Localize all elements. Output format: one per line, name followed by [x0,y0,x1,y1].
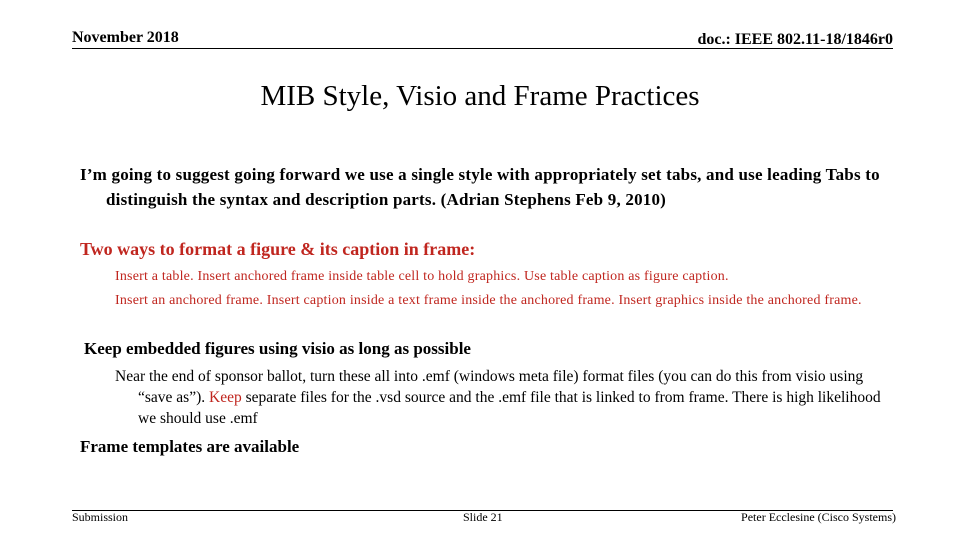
visio-keep-word: Keep [209,389,242,406]
footer-author: Peter Ecclesine (Cisco Systems) [741,510,896,524]
visio-heading: Keep embedded figures using visio as long as possible [84,339,471,358]
visio-text-a: Near the end of sponsor ballot, turn these all into .emf (windows meta file) format files (you can do this from visio using “save as”). [115,368,864,406]
footer-submission: Submission [72,510,129,524]
visio-text-b: separate files for the .vsd source and the .emf file that is linked to from frame. There is high likelihood we should use .emf [138,389,881,427]
figure-format-way-1: Insert a table. Insert anchored frame inside table cell to hold graphics. Use table caption as figure caption. [115,269,729,284]
figure-format-way-2: Insert an anchored frame. Insert caption inside a text frame inside the anchored frame. Insert graphics inside the anchored frame. [115,293,862,308]
header-doc-id: doc.: IEEE 802.11-18/1846r0 [697,31,893,48]
footer-slide-number: Slide 21 [463,510,503,524]
visio-paragraph [115,366,898,429]
header-date: November 2018 [72,29,179,46]
slide-title: MIB Style, Visio and Frame Practices [260,80,700,112]
intro-paragraph: I’m going to suggest going forward we use a single style with appropriately set tabs, and use leading Tabs to distinguish the syntax and description parts. (Adrian Stephens Feb 9, 2010) [80,165,880,209]
templates-heading: Frame templates are available [80,437,300,456]
figure-format-heading: Two ways to format a figure & its caption in frame: [80,239,476,259]
header-rule [72,48,893,49]
